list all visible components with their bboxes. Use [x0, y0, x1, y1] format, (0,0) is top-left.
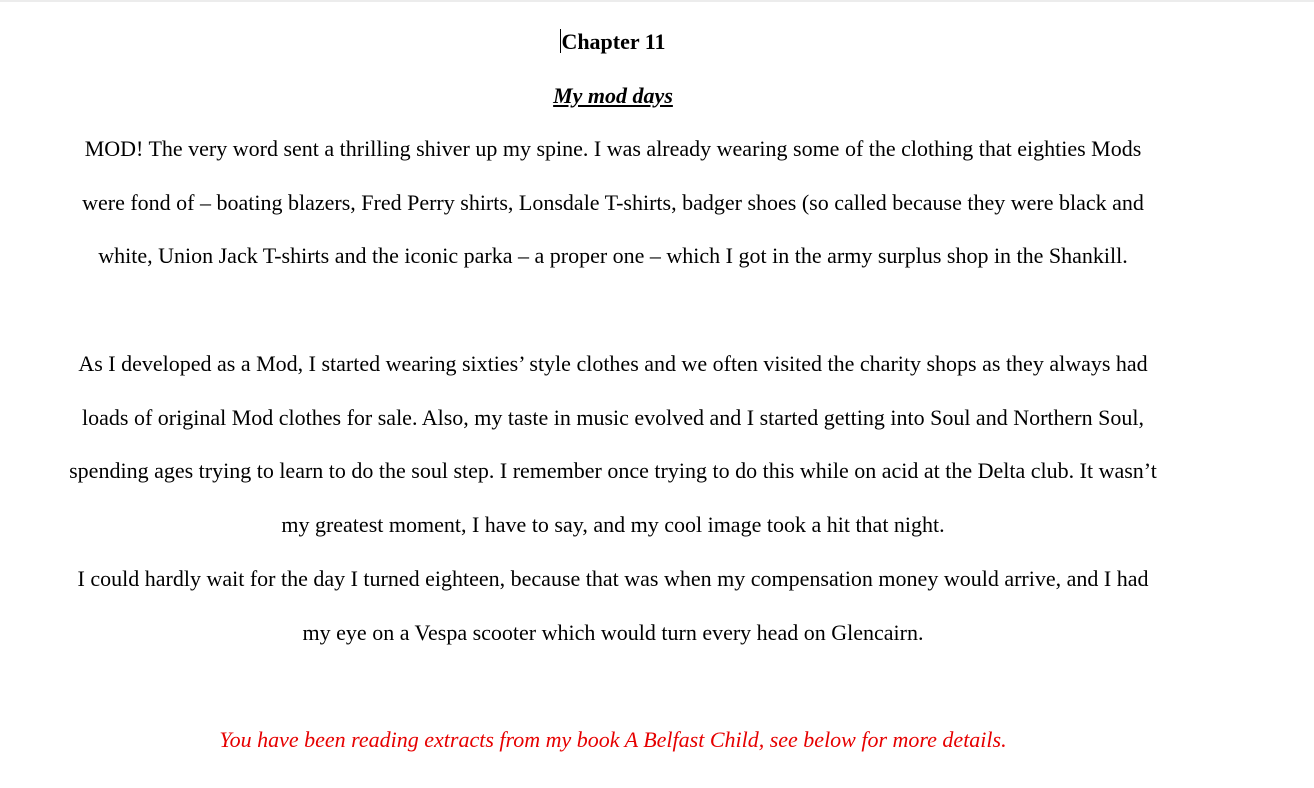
paragraph-3-line-2: my eye on a Vespa scooter which would turn every head on Glencairn. — [302, 620, 924, 645]
chapter-heading — [0, 29, 1226, 55]
paragraph-1-line-2: were fond of – boating blazers, Fred Perry shirts, Lonsdale T-shirts, badger shoes (so called because they were black and — [82, 190, 1144, 215]
paragraph-2-line-4: my greatest moment, I have to say, and my cool image took a hit that night. — [281, 512, 945, 537]
paragraph-2-line-1: As I developed as a Mod, I started wearing sixties’ style clothes and we often visited the charity shops as they always had — [78, 351, 1148, 376]
paragraph-1-line-3: white, Union Jack T-shirts and the iconic parka – a proper one – which I got in the army surplus shop in the Shankill. — [98, 243, 1128, 268]
paragraph-3-line-1: I could hardly wait for the day I turned eighteen, because that was when my compensation money would arrive, and I had — [77, 566, 1149, 591]
section-heading: My mod days — [553, 83, 673, 108]
book-promo-note: You have been reading extracts from my book A Belfast Child, see below for more details. — [219, 727, 1007, 752]
paragraph-2-line-3: spending ages trying to learn to do the soul step. I remember once trying to do this while on acid at the Delta club. It wasn’t — [69, 458, 1157, 483]
paragraph-2-line-2: loads of original Mod clothes for sale. Also, my taste in music evolved and I started getting into Soul and Northern Soul, — [82, 405, 1144, 430]
chapter-title: Chapter 11 — [561, 29, 666, 54]
paragraph-1-line-1: MOD! The very word sent a thrilling shiver up my spine. I was already wearing some of the clothing that eighties Mods — [84, 136, 1142, 161]
